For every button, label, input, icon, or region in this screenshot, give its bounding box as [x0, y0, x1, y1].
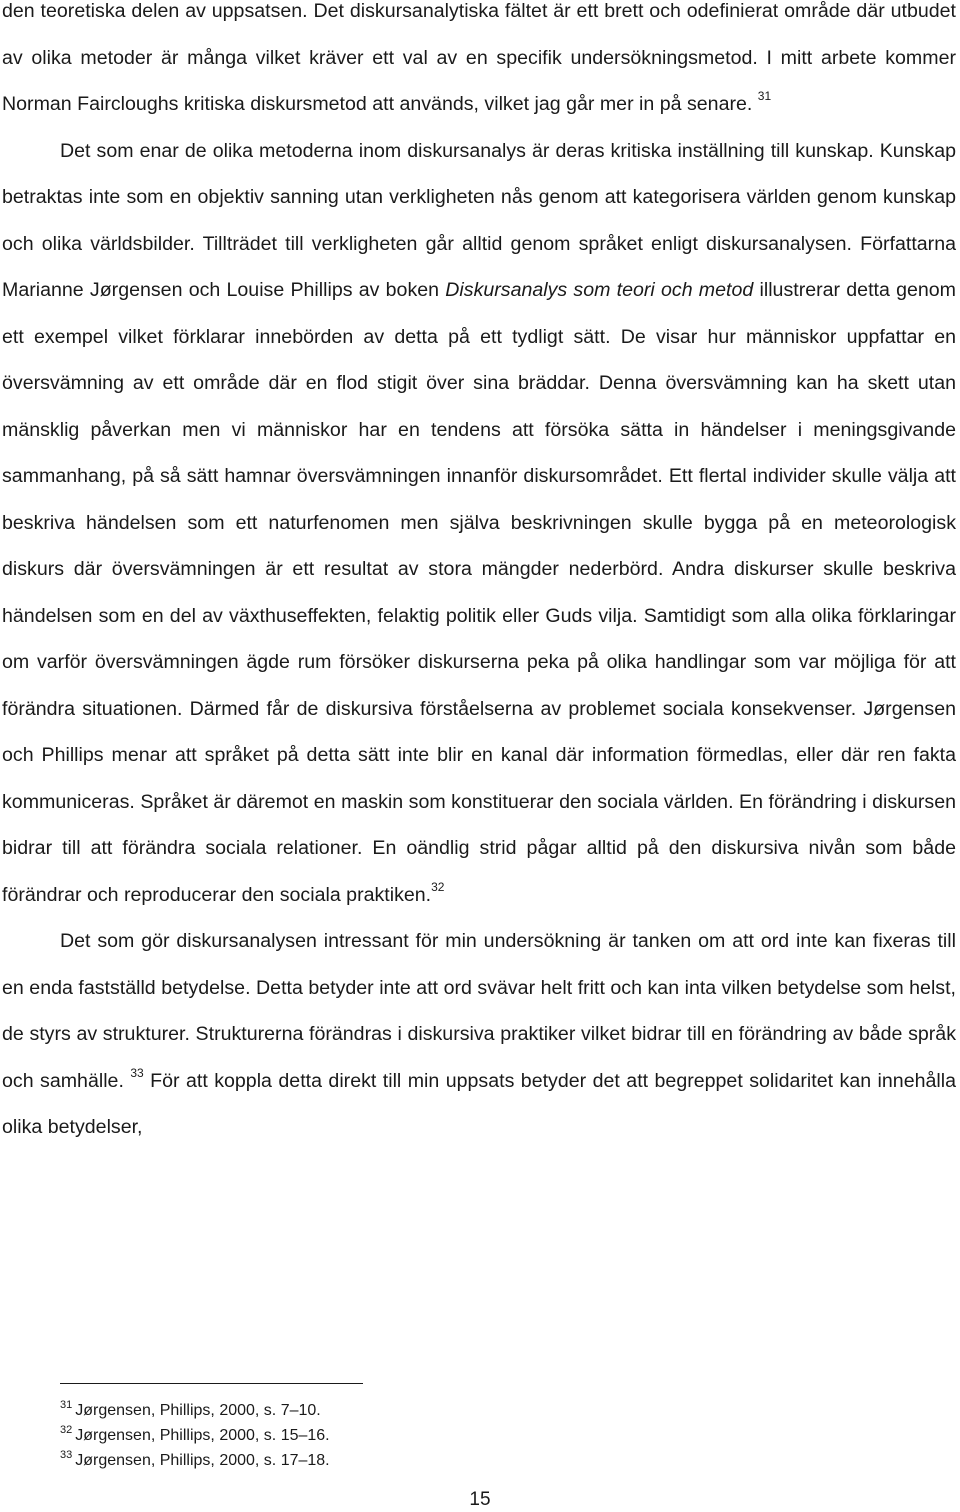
footnote-text: Jørgensen, Phillips, 2000, s. 15–16.: [75, 1427, 330, 1444]
footnote-text: Jørgensen, Phillips, 2000, s. 17–18.: [75, 1452, 330, 1469]
text-run: Det som enar de olika metoderna inom diskursanalys är deras kritiska inställning till kunskap. Kunskap betraktas inte som en objektiv sanning utan verkligheten nås genom att kategorisera världen genom kunskap och olika världsbilder. Tillträdet till verkligheten går alltid genom språket enligt diskursanalysen. Författarna Marianne Jørgensen och Louise Phillips av boken: [2, 139, 956, 301]
footnote: [60, 1398, 330, 1423]
paragraph: [2, 128, 956, 919]
footnote-text: Jørgensen, Phillips, 2000, s. 7–10.: [75, 1402, 321, 1419]
page-number: 15: [469, 1489, 491, 1510]
footnote-number: 31: [60, 1398, 73, 1411]
footnote-number: 32: [60, 1423, 73, 1436]
footnote-ref: 33: [130, 1065, 144, 1080]
text-run: Det som gör diskursanalysen intressant för min undersökning är tanken om att ord inte kan fixeras till en enda fastställd betydelse. Detta betyder inte att ord svävar helt fritt och kan inta vilken betydelse som helst, de styrs av strukturer. Strukturerna förändras i diskursiva praktiker vilket bidrar till en förändring av både språk och samhälle.: [2, 930, 956, 1092]
text-run: illustrerar detta genom ett exempel vilket förklarar innebörden av detta på ett tydligt sätt. De visar hur människor uppfattar en översvämning av ett område där en flod stigit över sina bräddar. Denna översvämning kan ha skett utan mänsklig påverkan men vi människor har en tendens att försöka sätta in händelser i meningsgivande sammanhang, på så sätt hamnar översvämningen innanför diskursområdet. Ett flertal individer skulle välja att beskriva händelsen som ett naturfenomen men själva beskrivningen skulle bygga på en meteorologisk diskurs där översvämningen är ett resultat av stora mängder nederbörd. Andra diskurser skulle beskriva händelsen som en del av växthuseffekten, felaktig politik eller Guds vilja. Samtidigt som alla olika förklaringar om varför översvämningen ägde rum försöker diskurserna peka på olika handlingar som var möjliga för att förändra situationen. Därmed får de diskursiva förståelserna av problemet sociala konsekvenser. Jørgensen och Phillips menar att språket på detta sätt inte blir en kanal där information förmedlas, eller där ren fakta kommuniceras. Språket är däremot en maskin som konstituerar den sociala världen. En förändring i diskursen bidrar till att förändra sociala relationer. En oändlig strid pågar alltid på den diskursiva nivån som både förändrar och reproducerar den sociala praktiken.: [2, 279, 956, 906]
text-run: För att koppla detta direkt till min uppsats betyder det att begreppet solidaritet kan innehålla olika betydelser,: [2, 1069, 956, 1138]
footnote-ref: 32: [431, 879, 445, 894]
paragraph: [2, 918, 956, 1151]
text-run: den teoretiska delen av uppsatsen. Det diskursanalytiska fältet är ett brett och odefinierat område där utbudet av olika metoder är många vilket kräver ett val av en specifik undersökningsmetod. I mitt arbete kommer Norman Faircloughs kritiska diskursmetod att används, vilket jag går mer in på senare.: [2, 0, 956, 115]
footnote-ref: 31: [757, 89, 772, 104]
book-title: Diskursanalys som teori och metod: [445, 279, 754, 301]
footnote-separator: [60, 1383, 363, 1384]
footnote-number: 33: [60, 1448, 73, 1461]
footnote-list: [60, 1398, 330, 1473]
footnote: [60, 1423, 330, 1448]
paragraph: [2, 0, 956, 128]
footnote: [60, 1448, 330, 1473]
body-text: [2, 0, 956, 1151]
